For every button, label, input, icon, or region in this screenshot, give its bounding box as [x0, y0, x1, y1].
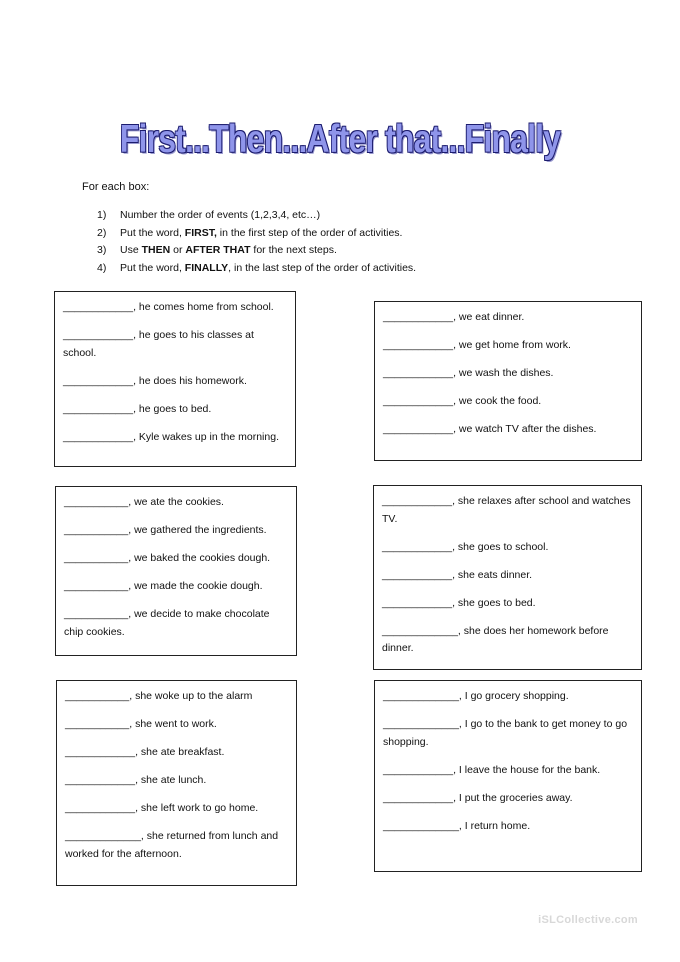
exercise-sentence: [65, 772, 288, 790]
answer-blank[interactable]: ____________: [383, 791, 454, 804]
instruction-text: , in the last step of the order of activities.: [228, 261, 417, 274]
sentence-text: , we decide to make chocolate chip cookies.: [64, 608, 270, 638]
intro-text: For each box:: [82, 181, 150, 193]
sentence-text: , she eats dinner.: [452, 568, 533, 581]
exercise-sentence: [383, 762, 633, 780]
answer-blank[interactable]: ____________: [383, 367, 454, 379]
exercise-sentence: [383, 688, 633, 706]
instruction-keyword: AFTER THAT: [185, 244, 251, 256]
sentence-text: , he goes to his classes at school.: [63, 329, 254, 359]
sentence-text: , she left work to go home.: [135, 802, 259, 814]
sentence-text: , she does her homework before dinner.: [382, 624, 609, 654]
sentence-text: , we gathered the ingredients.: [128, 524, 267, 536]
sentence-text: , I go grocery shopping.: [458, 690, 569, 702]
instruction-keyword: FIRST,: [184, 226, 217, 239]
exercise-sentence: [64, 494, 288, 512]
exercise-sentence: [63, 299, 287, 317]
answer-blank[interactable]: ____________: [382, 596, 453, 609]
instruction-text: in the first step of the order of activities.: [216, 226, 403, 239]
sentence-text: , she ate lunch.: [135, 774, 207, 786]
exercise-box-1: [54, 291, 296, 467]
instruction-number: 1): [97, 209, 107, 221]
answer-blank[interactable]: ____________: [65, 746, 136, 758]
instruction-text: Put the word,: [120, 261, 185, 274]
instruction-item: [97, 225, 416, 243]
worksheet-title: First...Then...After that...Finally: [119, 118, 561, 161]
answer-blank[interactable]: ____________: [382, 495, 453, 507]
exercise-sentence: [382, 539, 633, 557]
sentence-text: , we eat dinner.: [453, 311, 525, 323]
answer-blank[interactable]: ___________: [64, 496, 129, 508]
instruction-number: 3): [97, 244, 107, 256]
sentence-text: , we ate the cookies.: [128, 496, 224, 508]
instruction-text: Put the word,: [120, 226, 185, 239]
sentence-text: , he does his homework.: [133, 374, 247, 387]
instruction-item: [97, 242, 416, 260]
answer-blank[interactable]: ____________: [63, 374, 134, 387]
exercise-sentence: [382, 493, 633, 528]
exercise-sentence: [64, 550, 288, 568]
exercise-sentence: [65, 828, 288, 863]
answer-blank[interactable]: _____________: [382, 624, 458, 637]
answer-blank[interactable]: ___________: [64, 608, 129, 620]
answer-blank[interactable]: ____________: [63, 430, 134, 443]
sentence-text: , she relaxes after school and watches TV.: [382, 495, 631, 525]
exercise-box-2: [374, 301, 642, 461]
answer-blank[interactable]: ____________: [63, 301, 134, 313]
sentence-text: , she returned from lunch and worked for the afternoon.: [65, 830, 279, 860]
exercise-box-4: [373, 485, 642, 670]
sentence-text: , she ate breakfast.: [135, 746, 225, 758]
answer-blank[interactable]: ____________: [63, 402, 134, 415]
exercise-sentence: [382, 595, 633, 613]
instruction-text: Number the order of events (1,2,3,4, etc…): [120, 209, 321, 221]
answer-blank[interactable]: _____________: [383, 819, 459, 832]
answer-blank[interactable]: ___________: [65, 690, 130, 702]
sentence-text: , I return home.: [458, 819, 531, 832]
exercise-sentence: [382, 623, 633, 658]
answer-blank[interactable]: ____________: [382, 540, 453, 553]
exercise-sentence: [65, 716, 288, 734]
instruction-item: [97, 260, 416, 278]
sentence-text: , Kyle wakes up in the morning.: [133, 430, 279, 443]
exercise-sentence: [64, 606, 288, 641]
exercise-box-5: [56, 680, 297, 886]
answer-blank[interactable]: ____________: [383, 763, 454, 776]
sentence-text: , I go to the bank to get money to go shopping.: [383, 718, 628, 748]
exercise-sentence: [383, 365, 633, 383]
sentence-text: , he goes to bed.: [133, 402, 212, 415]
sentence-text: , we cook the food.: [453, 395, 542, 407]
sentence-text: , we baked the cookies dough.: [128, 552, 271, 564]
answer-blank[interactable]: ____________: [382, 568, 453, 581]
answer-blank[interactable]: ___________: [64, 524, 129, 536]
watermark: iSLCollective.com: [538, 914, 638, 926]
exercise-sentence: [63, 401, 287, 419]
answer-blank[interactable]: ____________: [383, 423, 454, 435]
answer-blank[interactable]: _____________: [65, 830, 141, 842]
answer-blank[interactable]: ___________: [65, 718, 130, 730]
sentence-text: , we get home from work.: [453, 339, 571, 351]
exercise-sentence: [383, 421, 633, 439]
instruction-item: [97, 207, 416, 225]
exercise-sentence: [382, 567, 633, 585]
answer-blank[interactable]: _____________: [383, 718, 459, 730]
sentence-text: , I leave the house for the bank.: [453, 763, 601, 776]
answer-blank[interactable]: ____________: [383, 311, 454, 323]
exercise-sentence: [65, 744, 288, 762]
sentence-text: , she goes to school.: [452, 540, 549, 553]
exercise-sentence: [383, 790, 633, 808]
instruction-number: 4): [97, 261, 107, 274]
answer-blank[interactable]: ____________: [63, 329, 134, 341]
exercise-sentence: [64, 522, 288, 540]
sentence-text: , we made the cookie dough.: [128, 580, 263, 592]
instruction-text: Use: [120, 244, 142, 256]
exercise-sentence: [383, 393, 633, 411]
sentence-text: , she goes to bed.: [452, 596, 536, 609]
exercise-sentence: [65, 800, 288, 818]
sentence-text: , we wash the dishes.: [453, 367, 554, 379]
sentence-text: , I put the groceries away.: [453, 791, 573, 804]
instruction-text: or: [170, 244, 186, 256]
exercise-sentence: [63, 373, 287, 391]
exercise-sentence: [65, 688, 288, 706]
answer-blank[interactable]: ___________: [64, 552, 129, 564]
answer-blank[interactable]: ____________: [383, 395, 454, 407]
instruction-keyword: THEN: [141, 244, 171, 256]
answer-blank[interactable]: ___________: [64, 580, 129, 592]
exercise-box-3: [55, 486, 297, 656]
instruction-number: 2): [97, 226, 107, 239]
exercise-sentence: [63, 327, 287, 362]
sentence-text: , she woke up to the alarm: [129, 690, 253, 702]
answer-blank[interactable]: _____________: [383, 690, 459, 702]
answer-blank[interactable]: ____________: [65, 802, 136, 814]
instruction-keyword: FINALLY: [184, 261, 229, 274]
sentence-text: , he comes home from school.: [133, 301, 274, 313]
sentence-text: , we watch TV after the dishes.: [453, 423, 597, 435]
instruction-list: [97, 207, 416, 277]
instruction-text: for the next steps.: [250, 244, 337, 256]
exercise-box-6: [374, 680, 642, 872]
exercise-sentence: [383, 337, 633, 355]
sentence-text: , she went to work.: [129, 718, 217, 730]
answer-blank[interactable]: ____________: [65, 774, 136, 786]
exercise-sentence: [63, 429, 287, 447]
answer-blank[interactable]: ____________: [383, 339, 454, 351]
exercise-sentence: [64, 578, 288, 596]
exercise-sentence: [383, 309, 633, 327]
exercise-sentence: [383, 818, 633, 836]
exercise-sentence: [383, 716, 633, 751]
